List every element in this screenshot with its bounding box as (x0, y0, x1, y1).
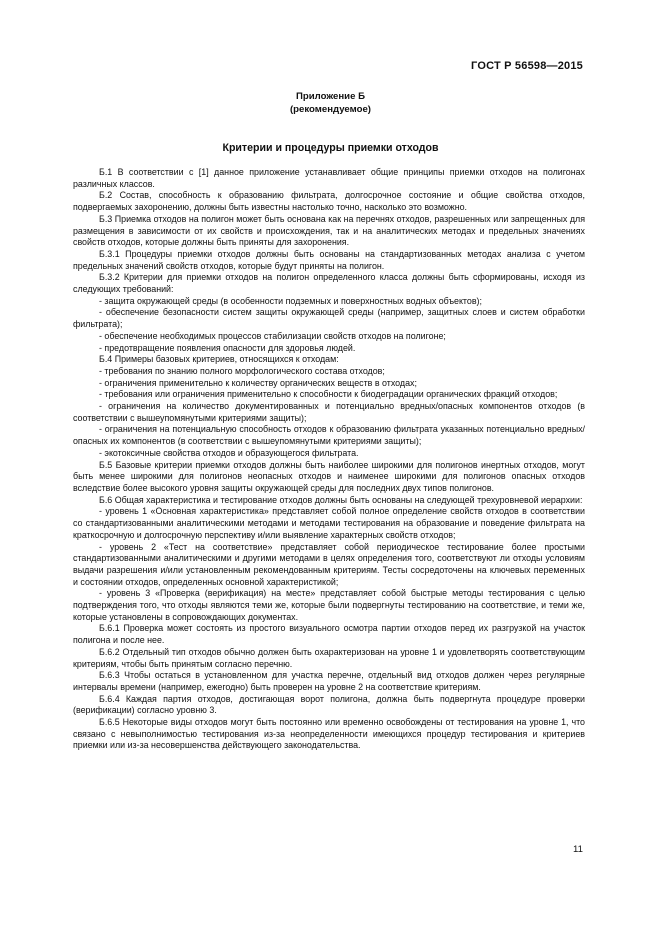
appendix-title: Приложение Б (296, 91, 365, 102)
appendix-header (0, 91, 661, 116)
paragraph: Б.6.4 Каждая партия отходов, достигающая ворот полигона, должна быть подвергнута процедуре проверки (верификации) согласно уровню 3. (73, 693, 585, 716)
list-item: - ограничения применительно к количеству органических веществ в отходах; (99, 377, 417, 388)
paragraph: Б.3 Приемка отходов на полигон может быть основана как на перечнях отходов, разрешенных или запрещенных для размещения в зависимости от их свойств и происхождения, так и на аналитических методах и предельных значениях свойств отходов, которые должны быть приняты для захоронения. (73, 213, 585, 248)
paragraph: Б.3.1 Процедуры приемки отходов должны быть основаны на стандартизованных методах анализа с учетом предельных значений свойств отходов, которые будут приняты на полигон. (73, 248, 585, 271)
paragraph: Б.5 Базовые критерии приемки отходов должны быть наиболее широкими для полигонов инертных отходов, могут быть менее широкими для полигонов неопасных отходов и наименее широкими для полигонов опасных отходов вследствие более высокого уровня защиты окружающей среды для последних двух типов полигонов. (73, 459, 585, 493)
body-text (73, 167, 585, 752)
paragraph: Б.4 Примеры базовых критериев, относящихся к отходам: (99, 354, 339, 365)
list-item: - обеспечение необходимых процессов стабилизации свойств отходов на полигоне; (99, 330, 446, 341)
list-item: - ограничения на потенциальную способность отходов к образованию фильтрата указанных потенциально вредных/опасных их компонентов (в соответствии с вышеупомянутыми критериями защиты); (73, 424, 585, 447)
list-item: - требования по знанию полного морфологического состава отходов; (99, 365, 385, 376)
paragraph: Б.2 Состав, способность к образованию фильтрата, долгосрочное состояние и общие свойства отходов, подвергаемых захоронению, должны быть известны настолько точно, насколько это возможно. (73, 190, 585, 213)
paragraph: Б.6.2 Отдельный тип отходов обычно должен быть охарактеризован на уровне 1 и удовлетворять соответствующим критериям, чтобы быть принятым согласно перечню. (73, 646, 585, 669)
paragraph: Б.3.2 Критерии для приемки отходов на полигон определенного класса должны быть сформированы, исходя из следующих требований: (73, 272, 585, 295)
paragraph: Б.6.5 Некоторые виды отходов могут быть постоянно или временно освобождены от тестирования на уровне 1, что связано с невыполнимостью тестирования из-за неопределенности имеющихся процедур тестирования и критериев приемки или из-за несовершенства действующего законодательства. (73, 717, 585, 751)
list-item: - уровень 1 «Основная характеристика» представляет собой полное определение свойств отходов в соответствии со стандартизованными аналитическими методами и методами тестирования на образование и поведение фильтрата на краткосрочную и долгосрочную перспективу и/или выявление характерных свойств отходов; (73, 506, 585, 540)
paragraph: Б.6 Общая характеристика и тестирование отходов должны быть основаны на следующей трехуровневой иерархии: (99, 494, 583, 505)
list-item: - ограничения на количество документированных и потенциально вредных/опасных компонентов отходов (в соответствии с вышеупомянутыми критериями защиты); (73, 401, 585, 423)
list-item: - обеспечение безопасности систем защиты окружающей среды (например, защитных слоев и систем обработки фильтрата); (73, 307, 585, 330)
paragraph: Б.1 В соответствии с [1] данное приложение устанавливает общие принципы приемки отходов на полигонах различных классов. (73, 167, 585, 189)
list-item: - экотоксичные свойства отходов и образующегося фильтрата. (99, 447, 359, 458)
list-item: - требования или ограничения применительно к способности к биодеградации органических фракций отходов; (99, 389, 558, 400)
page-number: 11 (573, 844, 583, 855)
list-item: - предотвращение появления опасности для здоровья людей. (99, 342, 356, 353)
list-item: - защита окружающей среды (в особенности подземных и поверхностных водных объектов); (99, 295, 482, 306)
standard-number: ГОСТ Р 56598—2015 (471, 60, 583, 72)
paragraph: Б.6.3 Чтобы остаться в установленном для участка перечне, отдельный вид отходов должен через регулярные интервалы времени (например, ежегодно) быть проверен на уровне 2 на соответствие критериям. (73, 670, 585, 692)
appendix-subtitle: (рекомендуемое) (289, 103, 371, 115)
list-item: - уровень 2 «Тест на соответствие» представляет собой периодическое тестирование более простыми стандартизованными аналитическими и другими методами в целях определения того, соответствуют ли отходы условиям выдачи разрешения и/или установленным рекомендованным критериям. Тесты сосредоточены на ключевых переменных и состоянии отходов, определенных основной характеристикой; (73, 541, 585, 587)
section-heading: Критерии и процедуры приемки отходов (222, 142, 439, 154)
paragraph: Б.6.1 Проверка может состоять из простого визуального осмотра партии отходов перед их разгрузкой на участок полигона и после нее. (73, 623, 585, 646)
list-item: - уровень 3 «Проверка (верификация) на месте» представляет собой быстрые методы тестирования с целью подтверждения того, что отходы являются теми же, которые были подвергнуты тестированию на соответствие, и теми же, которые установлены в сопровождающих документах. (73, 588, 585, 622)
